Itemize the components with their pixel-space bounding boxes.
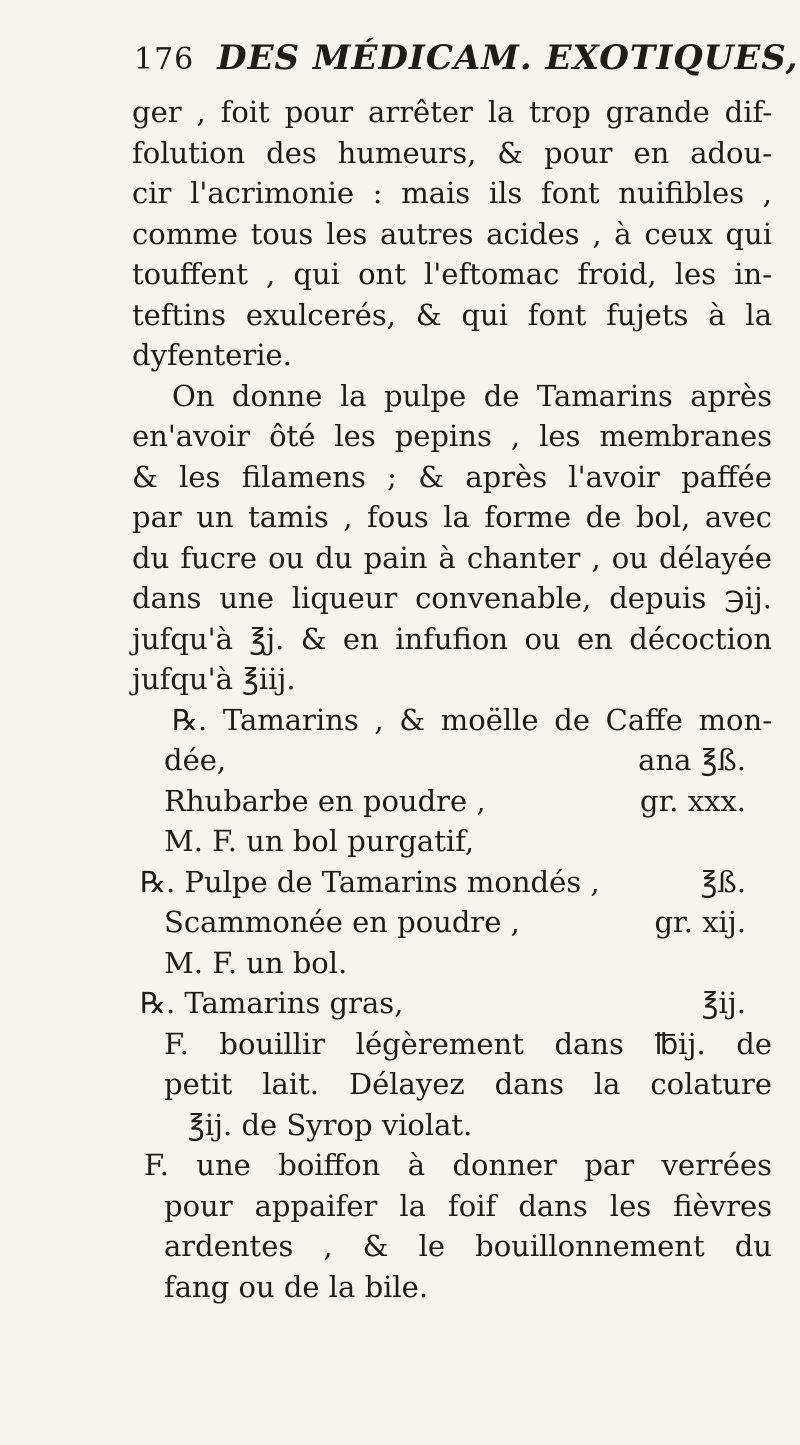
running-header <box>134 38 799 78</box>
running-title: DES MÉDICAM. EXOTIQUES, <box>217 38 799 78</box>
text-line: ardentes , & le bouillonnement du <box>164 1229 772 1263</box>
quantity: gr. xij. <box>654 905 746 939</box>
recipe-line <box>132 781 772 822</box>
text-line: du fucre ou du pain à chanter , ou délayée <box>132 540 772 575</box>
recipe-line <box>132 902 772 943</box>
recipe-line: petit lait. Délayez dans la colature <box>164 1067 772 1101</box>
text-line: jufqu'à ℥iij. <box>132 662 296 696</box>
recipe-line: M. F. un bol purgatif, <box>164 824 475 858</box>
quantity: ℥ij. <box>701 986 746 1020</box>
text-line: F. une boiffon à donner par verrées <box>144 1148 772 1182</box>
ingredient: ℞. Pulpe de Tamarins mondés , <box>140 864 600 899</box>
recipe-3 <box>132 983 772 1145</box>
text-line: dyfenterie. <box>132 338 292 372</box>
text-line: teftins exulcerés, & qui font fujets à la <box>132 297 772 332</box>
text-line: touffent , qui ont l'eftomac froid, les in- <box>132 257 772 291</box>
recipe-line <box>132 983 772 1024</box>
ingredient: dée, <box>164 743 227 777</box>
recipe-line: ℥ij. de Syrop violat. <box>188 1107 473 1142</box>
recipe-line <box>132 740 772 781</box>
quantity: ana ℥ß. <box>638 743 746 777</box>
text-line: fang ou de la bile. <box>164 1269 429 1304</box>
recipe-line: F. bouillir légèrement dans ℔ij. de <box>164 1026 772 1061</box>
recipe-line <box>132 862 772 903</box>
ingredient: ℞. Tamarins gras, <box>140 986 404 1020</box>
paragraph-2 <box>132 376 772 700</box>
quantity: ℥ß. <box>700 864 746 899</box>
body-text <box>132 92 772 1307</box>
recipe-2 <box>132 862 772 984</box>
recipe-line: M. F. un bol. <box>164 945 348 980</box>
text-line: ger , foit pour arrêter la trop grande dif- <box>132 95 772 129</box>
text-line: dans une liqueur convenable, depuis ℈ij. <box>132 581 772 615</box>
quantity: gr. xxx. <box>640 783 746 818</box>
text-line: par un tamis , fous la forme de bol, avec <box>132 500 772 534</box>
paragraph-1 <box>132 92 772 376</box>
ingredient: Rhubarbe en poudre , <box>164 783 486 818</box>
paragraph-3 <box>132 1145 772 1307</box>
ingredient: Scammonée en poudre , <box>164 905 520 939</box>
text-line: & les filamens ; & après l'avoir paffée <box>132 459 772 494</box>
text-line: On donne la pulpe de Tamarins après <box>172 378 772 413</box>
text-line: en'avoir ôté les pepins , les membranes <box>132 419 772 453</box>
text-line: jufqu'à ℥j. & en infufion ou en décoction <box>132 621 772 656</box>
text-line: cir l'acrimonie : mais ils font nuifibles , <box>132 176 772 210</box>
text-line: pour appaifer la foif dans les fièvres <box>164 1188 772 1223</box>
text-line: comme tous les autres acides , à ceux qui <box>132 216 772 251</box>
recipe-1 <box>132 700 772 862</box>
page-number: 176 <box>134 42 195 77</box>
recipe-line: ℞. Tamarins , & moëlle de Caffe mon- <box>172 702 772 737</box>
text-line: folution des humeurs, & pour en adou- <box>132 135 772 170</box>
